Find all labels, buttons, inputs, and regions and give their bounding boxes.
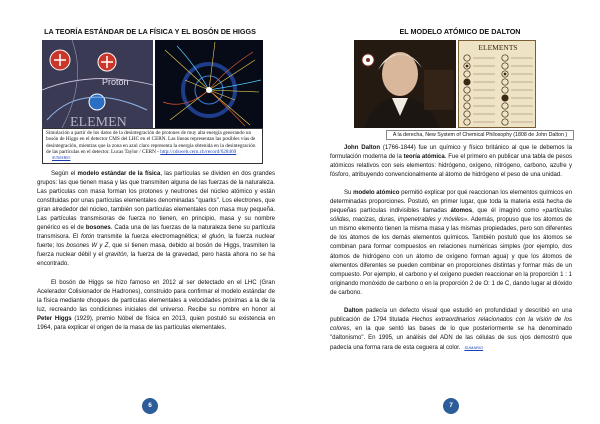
- cms-collision-image-left: [42, 40, 153, 128]
- text-run: . Fue el primero en publicar una tabla de pesos atómicos relativos con seis elementos: hidrógeno, oxígeno, nitrógeno, carbono, azufre y fósforo, atribuyendo convencionalmente al átomo de hidrógeno el peso de una unidad.: [330, 154, 573, 179]
- text-run: permitió explicar por qué reaccionan los elementos químicos en determinadas proporciones. Postuló, en primer lugar, que toda la materia está hecha de pequeñas partículas indivisibles llamadas: [330, 190, 572, 215]
- right-page-title: EL MODELO ATÓMICO DE DALTON: [399, 27, 521, 36]
- text-run-italic: Hechos extraordinarios relacionados con la visión de los colores: [330, 316, 573, 332]
- text-run: , la fuerza nuclear fuerte; los: [37, 234, 275, 250]
- text-run-italic: partículas sólidas, macizas, duras, impenetrables y móviles: [330, 208, 572, 224]
- text-run: ». Además, propuso que los átomos de un mismo elemento tienen la misma masa y las mismas propiedades, pero son diferentes de los átomos de los demás elementos químicos. También postuló que los átomos se combinan para formar compuestos en relaciones numéricas simples (por ejemplo, dos átomos de hidrógeno con un átomo de oxígeno forman agua) y que los átomos de elementos diferentes se pueden combinar en proporciones distintas y formar más de un compuesto. Por ejemplo, el carbono y el oxígeno pueden reaccionar en la proporción 1 : 1 originando monóxido de carbono o en la proporción 2 de O: 1 de C, dando lugar al dióxido de carbono.: [330, 217, 572, 296]
- text-run: (1929), premio Nóbel de física en 2013, quien postuló su existencia en 1964, para explicar el origen de la masa de las partículas elementales.: [37, 315, 275, 331]
- text-run-italic: gluón: [209, 234, 224, 241]
- page-number-badge: 7: [443, 398, 459, 414]
- summary-link[interactable]: SUMARIO: [464, 344, 484, 350]
- text-run: Su: [344, 190, 354, 197]
- text-run: , las partículas se dividen en dos grandes grupos: las que tienen masa y las que transmiten alguna de las fuerzas de la naturaleza. Las partículas con masa forman los protones y neutrones del núcleo atómico y están constituidas por unas partículas elementales denominadas "quarks". Los electrones, que giran alrededor del núcleo, también son partículas elementales con masa muy pequeña. Las partículas transmisoras de fuerza no tienen, en principio, masa y su nombre genérico es el de: [37, 171, 275, 232]
- collision-illustration: [42, 40, 153, 128]
- elements-heading: ELEMENTS: [478, 43, 518, 52]
- text-run: El bosón de Higgs se hizo famoso en 2012 al ser detectado en el LHC (Gran Acelerador Colisionador de Hadrones), construido para confirmar el modelo estándar de la física mediante choques de partículas elementales a velocidades próximas a la de la luz, recreando las condiciones iniciales del universo. Recibe su nombre en honor al: [37, 279, 275, 313]
- text-run-bold: Peter Higgs: [37, 315, 72, 322]
- dalton-portrait-illustration: [354, 40, 456, 128]
- proton-label: Proton: [102, 77, 129, 87]
- text-run: , que sí tienen masa, debido al bosón de Higgs, trasmiten la fuerza nuclear débil y el: [37, 243, 275, 259]
- dalton-portrait-image: [354, 40, 456, 128]
- text-run-bold: átomos: [450, 208, 473, 215]
- text-run-bold: John Dalton: [344, 145, 381, 151]
- text-run-italic: gravitón: [105, 252, 127, 259]
- text-run: , la fuerza de la gravedad, pero hasta ahora no se ha encontrado.: [37, 252, 276, 268]
- text-run-bold: modelo atómico: [353, 190, 400, 197]
- image-caption: [42, 128, 263, 164]
- particle-tracks-illustration: [155, 40, 263, 128]
- text-run: , que él imaginó como «: [472, 208, 546, 215]
- svg-text:ELEMEN: ELEMEN: [70, 115, 127, 128]
- left-paragraph-1: [37, 170, 275, 270]
- right-paragraph-3: [330, 307, 572, 353]
- text-run-bold: teoría atómica: [403, 154, 445, 161]
- text-run-bold: Dalton: [344, 307, 363, 314]
- text-run-bold: bosones: [85, 225, 111, 232]
- left-page-title: LA TEORÍA ESTÁNDAR DE LA FÍSICA Y EL BOSÓN DE HIGGS: [44, 27, 256, 36]
- page-number-badge: 6: [142, 398, 158, 414]
- right-paragraph-1: [330, 144, 572, 180]
- elements-table-illustration: [459, 41, 536, 128]
- text-run: transmite la fuerza electromagnética; el: [94, 234, 210, 241]
- text-run: Según el: [51, 171, 78, 177]
- text-run-italic: fotón: [80, 234, 95, 241]
- text-run: (1766-1844) fue un químico y físico británico al que le debemos la formulación moderna de la: [330, 145, 572, 161]
- right-body-text: [330, 144, 572, 353]
- image-credit: A la derecha, New System of Chemical Philosophy (1808 de John Dalton ): [386, 130, 574, 140]
- caption-text: Simulación a partir de los datos de la desintegración de protones de muy alta energía generando un bosón de Higgs en el detector CMS del LHC en el CERN. Las líneas representan las posibles vías de desintegración, mientras que la zona en azul claro representa la energía obtenida en la desintegración de las partículas en el detector. Lucas Taylor / CERN -: [46, 130, 256, 155]
- text-run-bold: modelo estándar de la física: [77, 171, 161, 177]
- left-paragraph-2: [37, 279, 275, 333]
- text-run: , en la que sentó las bases de lo que posteriormente se ha denominado "daltonismo". En 1995, un análisis del ADN de las células de sus ojos demostró que padecía una forma rara de esta ceguera al color.: [330, 325, 572, 351]
- caption-summary-link[interactable]: SUMARIO: [52, 155, 71, 161]
- dalton-elements-table-image: [458, 40, 536, 128]
- cms-collision-image-right: [155, 40, 263, 128]
- right-page: [300, 0, 600, 424]
- right-paragraph-2: [330, 189, 572, 298]
- left-body-text: [37, 170, 275, 333]
- caption-link[interactable]: http://cdsweb.cern.ch/record/628469: [160, 148, 237, 155]
- text-run: padecía un defecto visual que estudió en profundidad y describió en una publicación de 1794 titulada: [330, 307, 572, 323]
- text-run: . Cada una de las fuerzas de la naturaleza tiene su partícula transmisora. El: [37, 225, 275, 241]
- text-run-italic: bosones W y Z: [66, 243, 109, 250]
